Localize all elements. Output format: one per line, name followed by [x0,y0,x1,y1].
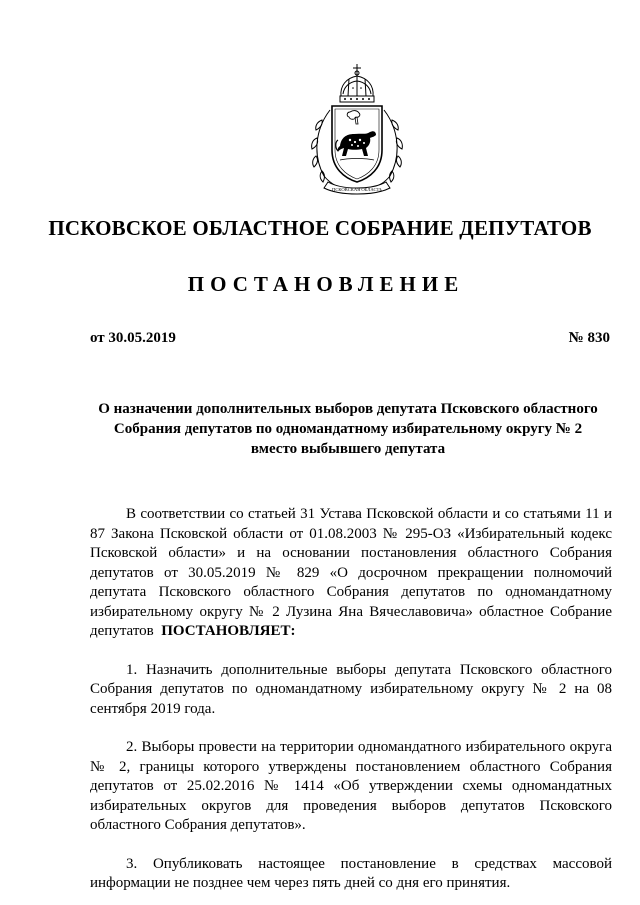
document-date: от 30.05.2019 [90,330,176,346]
title-line: вместо выбывшего депутата [250,441,446,457]
resolution-item: 3. Опубликовать настоящее постановление в средствах массовой информации не позднее чем через пять дней со дня его принятия. [90,855,612,891]
resolution-item: 2. Выборы провести на территории одномандатного избирательного округа № 2, границы которого утверждены постановлением областного Собрания депутатов от 25.02.2016 № 1414 «Об утверждении схемы одномандатных избирательных округов для проведения выборов депутатов Псковского областного Собрания депутатов». [90,739,612,833]
ribbon-text [332,187,382,192]
pskov-coat-of-arms-icon [298,58,416,198]
preamble-text: В соответствии со статьей 31 Устава Псковской области и со статьями 11 и 87 Закона Псковской области от 01.08.2003 № 295-ОЗ «Избирательный кодекс Псковской области» и на основании постановления областного Собрания депутатов от 30.05.2019 № 829 «О досрочном прекращении полномочий депутата Псковского областного Собрания депутатов по одномандатному избирательному округу № 2 Лузина Яна Вячеславовича» областное Собрание депутатов [90,506,612,639]
title-line: Собрания депутатов по одномандатному избирательному округу № 2 [113,421,583,437]
document-type: ПОСТАНОВЛЕНИЕ [187,272,465,296]
resolution-item: 1. Назначить дополнительные выборы депутата Псковского областного Собрания депутатов по одномандатному избирательному округу № 2 на 08 сентября 2019 года. [90,661,612,717]
svg-text:ПСКОВСКАЯ ОБЛАСТЬ: ПСКОВСКАЯ ОБЛАСТЬ [332,187,382,192]
organization-name: ПСКОВСКОЕ ОБЛАСТНОЕ СОБРАНИЕ ДЕПУТАТОВ [48,216,592,240]
document-number: № 830 [568,330,610,346]
document-title [60,399,636,459]
resolves-label: ПОСТАНОВЛЯЕТ: [161,623,296,639]
document-body [90,505,612,894]
preamble-paragraph [90,505,612,642]
title-line: О назначении дополнительных выборов депутата Псковского областного [98,401,598,417]
